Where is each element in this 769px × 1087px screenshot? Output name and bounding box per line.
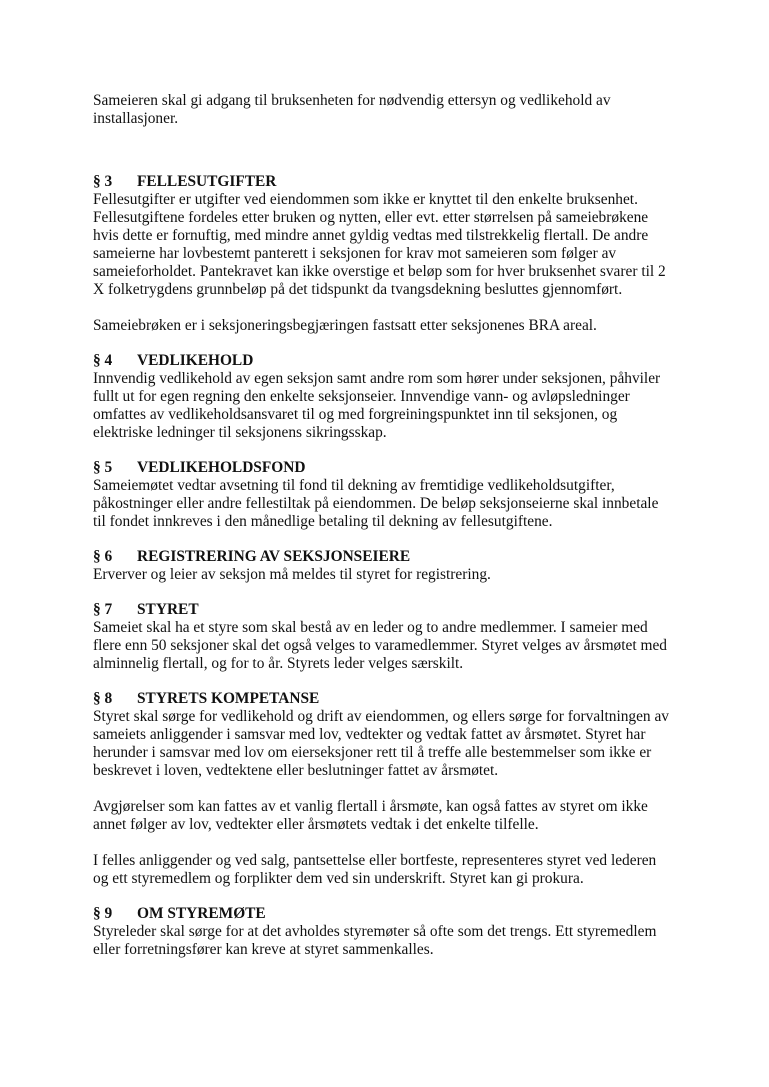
intro-paragraph: Sameieren skal gi adgang til bruksenheten for nødvendig ettersyn og vedlikehold av installasjoner. — [93, 92, 611, 127]
section-heading — [93, 905, 693, 923]
section-paragraph: Sameiet skal ha et styre som skal bestå av en leder og to andre medlemmer. I sameier med flere enn 50 seksjoner skal det også velges to varamedlemmer. Styret velges av årsmøtet med alminnelig flertall, og for to år. Styrets leder velges særskilt. — [93, 619, 667, 672]
section-paragraph: Innvendig vedlikehold av egen seksjon samt andre rom som hører under seksjonen, påhviler fullt ut for egen regning den enkelte seksjonseier. Innvendige vann- og avløpsledninger omfattes av vedlikeholdsansvaret til og med forgreiningspunktet inn til seksjonen, og elektriske ledninger til seksjonens sikringsskap. — [93, 370, 661, 441]
section-paragraph: Sameiebrøken er i seksjoneringsbegjæringen fastsatt etter seksjonenes BRA areal. — [93, 317, 597, 334]
section-8 — [93, 690, 693, 888]
section-title: STYRET — [137, 601, 199, 618]
section-number: § 7 — [93, 601, 113, 618]
section-9 — [93, 905, 693, 959]
section-title: OM STYREMØTE — [137, 905, 266, 922]
section-title: STYRETS KOMPETANSE — [137, 690, 320, 707]
section-number: § 5 — [93, 459, 113, 476]
section-heading — [93, 548, 693, 566]
section-3 — [93, 173, 693, 335]
section-paragraph: I felles anliggender og ved salg, pantsettelse eller bortfeste, representeres styret ved lederen og ett styremedlem og forplikter dem ved sin underskrift. Styret kan gi prokura. — [93, 852, 657, 887]
section-7 — [93, 601, 693, 673]
section-heading — [93, 690, 693, 708]
section-paragraph: Avgjørelser som kan fattes av et vanlig flertall i årsmøte, kan også fattes av styret om ikke annet følger av lov, vedtekter eller årsmøtets vedtak i det enkelte tilfelle. — [93, 798, 648, 833]
section-title: VEDLIKEHOLD — [137, 352, 254, 369]
section-paragraph: Fellesutgifter er utgifter ved eiendommen som ikke er knyttet til den enkelte bruksenhet. Fellesutgiftene fordeles etter bruken og nytten, eller evt. etter størrelsen på sameiebrøkene hvis dette er fornuftig, med mindre annet gyldig vedtas med tilstrekkelig flertall. De andre sameierne har lovbestemt panterett i seksjonen for krav mot sameieren som følger av sameieforholdet. Pantekravet kan ikke overstige et beløp som for hver bruksenhet svarer til 2 X folketrygdens grunnbeløp på det tidspunkt da tvangsdekning besluttes gjennomført. — [93, 191, 666, 298]
section-paragraph: Erverver og leier av seksjon må meldes til styret for registrering. — [93, 566, 491, 583]
section-heading — [93, 352, 693, 370]
section-paragraph: Styret skal sørge for vedlikehold og drift av eiendommen, og ellers sørge for forvaltningen av sameiets anliggender i samsvar med lov, vedtekter og vedtak fattet av årsmøtet. Styret har herunder i samsvar med lov om eierseksjoner rett til å treffe alle bestemmelser som ikke er beskrevet i loven, vedtektene eller beslutninger fattet av årsmøtet. — [93, 708, 670, 779]
section-heading — [93, 601, 693, 619]
section-title: FELLESUTGIFTER — [137, 173, 277, 190]
section-paragraph: Sameiemøtet vedtar avsetning til fond til dekning av fremtidige vedlikeholdsutgifter, påkostninger eller andre fellestiltak på eiendommen. De beløp seksjonseierne skal innbetale til fondet innkreves i den månedlige betaling til dekning av fellesutgiftene. — [93, 477, 659, 530]
section-paragraph: Styreleder skal sørge for at det avholdes styremøter så ofte som det trengs. Ett styremedlem eller forretningsfører kan kreve at styret sammenkalles. — [93, 923, 657, 958]
section-number: § 8 — [93, 690, 113, 707]
section-heading — [93, 173, 693, 191]
section-4 — [93, 352, 693, 442]
section-6 — [93, 548, 693, 584]
section-heading — [93, 459, 693, 477]
document-page — [93, 92, 693, 959]
section-title: VEDLIKEHOLDSFOND — [137, 459, 306, 476]
section-number: § 3 — [93, 173, 113, 190]
section-number: § 4 — [93, 352, 113, 369]
section-number: § 6 — [93, 548, 113, 565]
section-5 — [93, 459, 693, 531]
section-number: § 9 — [93, 905, 113, 922]
section-title: REGISTRERING AV SEKSJONSEIERE — [137, 548, 411, 565]
